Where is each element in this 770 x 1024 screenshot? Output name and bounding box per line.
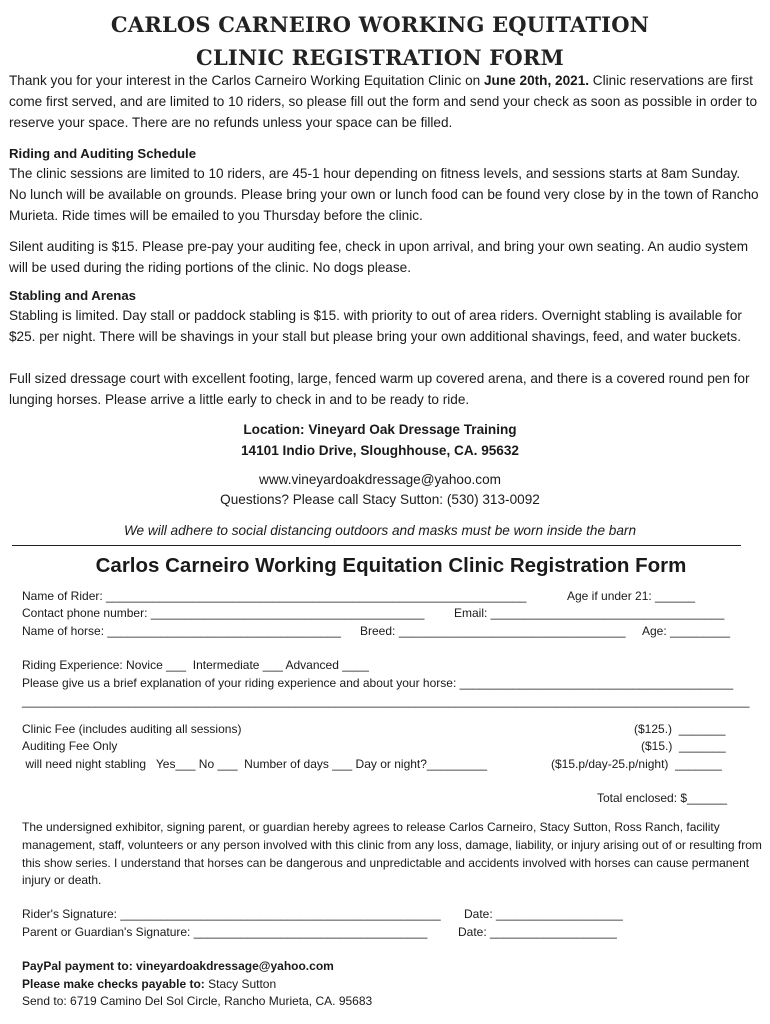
mailing-address: Send to: 6719 Camino Del Sol Circle, Rancho Murieta, CA. 95683 (22, 994, 373, 1008)
intro-text-rest: Clinic reservations are first come first served, and are limited to 10 riders, so please fill out the form and send your check as soon as possible in order to reserve your space. There are no refunds unless your space can be filled. (9, 73, 758, 130)
email-field[interactable]: Email: ___________________________________ (454, 606, 725, 620)
schedule-text: The clinic sessions are limited to 10 riders, are 45-1 hour depending on fitness levels, and sessions starts at 8am Sunday. No lunch will be available on grounds. Please bring your own or lunch food can be found very close by in the town of Rancho Murieta. Ride times will be emailed to you Thursday before the clinic. (9, 166, 759, 223)
stabling-text: Stabling is limited. Day stall or paddock stabling is $15. with priority to out of area riders. Overnight stabling is available for $25. per night. There will be shavings in your stall but please bring your own additional shavings, feed, and water buckets. (9, 308, 742, 344)
parent-signature-field[interactable]: Parent or Guardian's Signature: ___________________________________ (22, 925, 428, 939)
clinic-fee-amount[interactable]: ($125.) _______ (634, 722, 726, 736)
experience-field[interactable]: Riding Experience: Novice ___ Intermediate ___ Advanced ____ (22, 658, 369, 672)
page-title-line2: CLINIC REGISTRATION FORM (196, 45, 564, 70)
parent-date-field[interactable]: Date: ___________________ (458, 925, 617, 939)
section-divider (12, 545, 741, 546)
horse-age-field[interactable]: Age: _________ (642, 624, 731, 638)
checks-label: Please make checks payable to: (22, 977, 205, 991)
contact-phone: Questions? Please call Stacy Sutton: (530) 313-0092 (220, 492, 540, 507)
arenas-text: Full sized dressage court with excellent footing, large, fenced warm up covered arena, and there is a covered round pen for lunging horses. Please arrive a little early to check in and to be ready to ride. (9, 371, 750, 407)
horse-name-field[interactable]: Name of horse: ___________________________________ (22, 624, 341, 638)
rider-name-field[interactable]: Name of Rider: _______________________________________________________________ (22, 589, 527, 603)
paypal-info: PayPal payment to: vineyardoakdressage@yahoo.com (22, 959, 334, 973)
rider-date-field[interactable]: Date: ___________________ (464, 907, 623, 921)
intro-paragraph (9, 71, 761, 133)
intro-text: Thank you for your interest in the Carlos Carneiro Working Equitation Clinic on (9, 73, 484, 88)
clinic-fee-label: Clinic Fee (includes auditing all sessions) (22, 722, 242, 736)
phone-field[interactable]: Contact phone number: _________________________________________ (22, 606, 425, 620)
distancing-notice: We will adhere to social distancing outdoors and masks must be worn inside the barn (123, 523, 637, 538)
total-enclosed-field[interactable]: Total enclosed: $______ (597, 791, 728, 805)
breed-field[interactable]: Breed: __________________________________ (360, 624, 626, 638)
night-stabling-field[interactable]: will need night stabling Yes___ No ___ Number of days ___ Day or night?_________ (22, 757, 487, 771)
location-name: Location: Vineyard Oak Dressage Training (243, 422, 517, 437)
location-address: 14101 Indio Drive, Sloughhouse, CA. 95632 (240, 443, 519, 458)
auditing-text: Silent auditing is $15. Please pre-pay your auditing fee, check in upon arrival, and bring your own seating. An audio system will be used during the riding portions of the clinic. No dogs please. (9, 239, 749, 275)
explanation-field[interactable]: Please give us a brief explanation of your riding experience and about your horse: _________________________________________ (22, 676, 734, 690)
age-field[interactable]: Age if under 21: ______ (567, 589, 696, 603)
release-text: The undersigned exhibitor, signing parent, or guardian hereby agrees to release Carlos Carneiro, Stacy Sutton, Ross Ranch, facility management, staff, volunteers or any person involved with this clinic from any loss, damage, liability, or injury arising out of or resulting from this show series. I understand that horses can be dangerous and unpredictable and accidents involved with horses can cause permanent injury or death. (22, 820, 762, 888)
stabling-amount[interactable]: ($15.p/day-25.p/night) _______ (551, 757, 722, 771)
page-title-line1: CARLOS CARNEIRO WORKING EQUITATION (110, 12, 650, 37)
rider-signature-field[interactable]: Rider's Signature: ________________________________________________ (22, 907, 441, 921)
checks-payable (22, 977, 276, 991)
form-title: Carlos Carneiro Working Equitation Clinic Registration Form (95, 554, 687, 577)
checks-name: Stacy Sutton (204, 977, 277, 991)
clinic-date: June 20th, 2021. (484, 73, 590, 88)
explanation-line[interactable]: _____________________________________________________________________________________________________________ (22, 694, 750, 708)
auditing-fee-label: Auditing Fee Only (22, 739, 118, 753)
stabling-heading: Stabling and Arenas (9, 288, 137, 303)
auditing-fee-amount[interactable]: ($15.) _______ (641, 739, 726, 753)
contact-email[interactable]: www.vineyardoakdressage@yahoo.com (259, 472, 501, 487)
schedule-heading: Riding and Auditing Schedule (9, 146, 197, 161)
